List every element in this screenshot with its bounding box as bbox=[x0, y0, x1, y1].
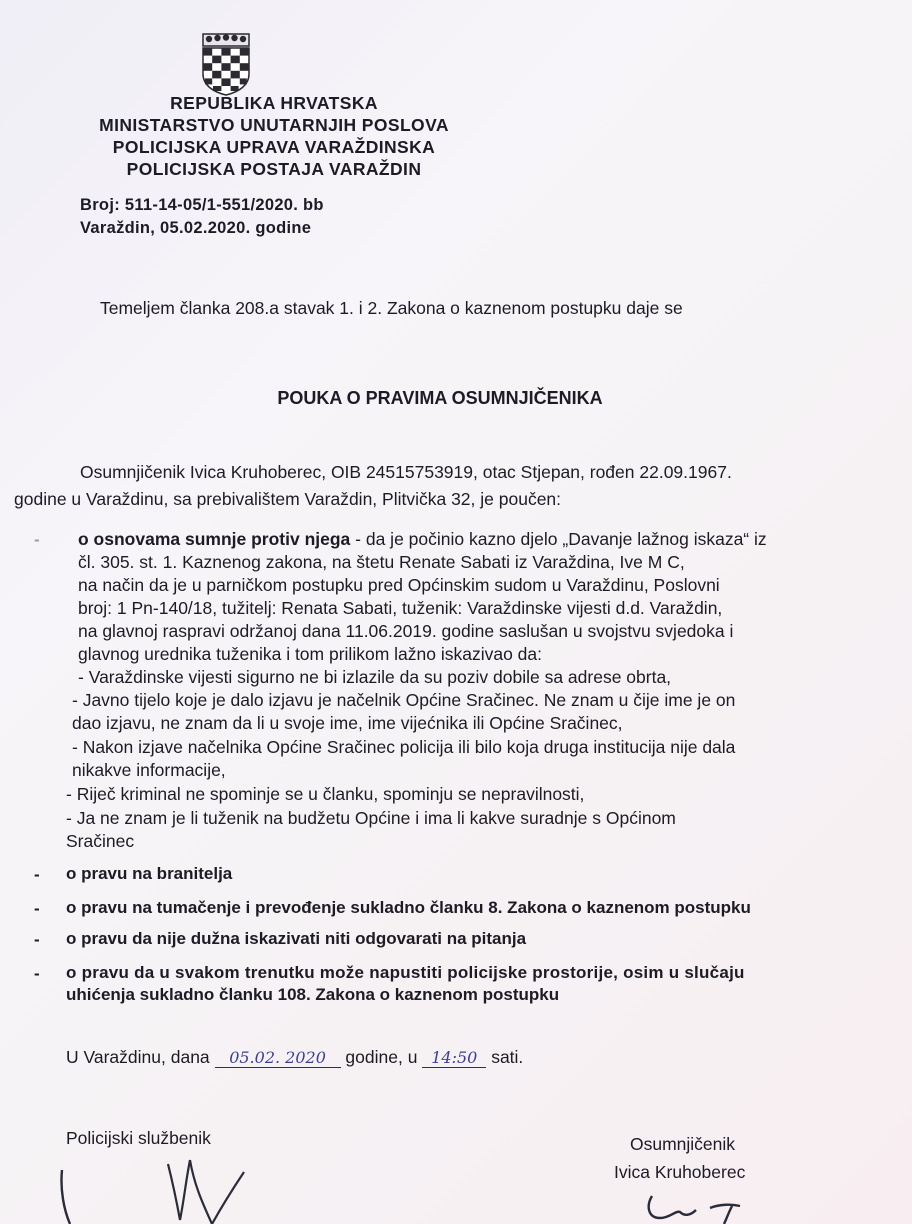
list-dash: - bbox=[34, 930, 40, 949]
list-dash: - bbox=[34, 899, 40, 918]
grounds-line: glavnog urednika tuženika i tom prilikom lažno iskazivao da: bbox=[78, 644, 542, 664]
header-police-station: POLICIJSKA POSTAJA VARAŽDIN bbox=[126, 159, 422, 179]
suspect-paragraph-line2: godine u Varaždinu, sa prebivalištem Varaždin, Plitvička 32, je poučen: bbox=[14, 489, 562, 509]
false-statement-item: - Riječ kriminal ne spominje se u članku, spominju se nepravilnosti, bbox=[66, 784, 585, 804]
document-date: Varaždin, 05.02.2020. godine bbox=[80, 219, 312, 237]
false-statement-item: dao izjavu, ne znam da li u svoje ime, ime vijećnika ili Općine Sračinec, bbox=[72, 713, 623, 733]
suspect-label: Osumnjičenik bbox=[630, 1134, 736, 1154]
header-ministry: MINISTARSTVO UNUTARNJIH POSLOVA bbox=[99, 115, 449, 135]
suspect-paragraph-line1: Osumnjičenik Ivica Kruhoberec, OIB 24515753919, otac Stjepan, rođen 22.09.1967. bbox=[80, 462, 732, 482]
false-statement-item: Sračinec bbox=[66, 831, 135, 851]
closing-middle: godine, u bbox=[345, 1047, 418, 1067]
grounds-item-line1 bbox=[78, 529, 767, 550]
closing-line bbox=[66, 1047, 523, 1068]
grounds-line-text: - da je počinio kazno djelo „Davanje lažnog iskaza“ iz bbox=[350, 529, 767, 549]
false-statement-item: - Javno tijelo koje je dalo izjavu je načelnik Općine Sračinec. Ne znam u čije ime je on bbox=[72, 690, 736, 710]
handwritten-time: 14:50 bbox=[422, 1048, 486, 1068]
suspect-name: Ivica Kruhoberec bbox=[614, 1162, 746, 1182]
grounds-line: na glavnoj raspravi održanoj dana 11.06.2019. godine saslušan u svojstvu svjedoka i bbox=[78, 621, 734, 641]
handwritten-date: 05.02. 2020 bbox=[215, 1048, 341, 1068]
closing-suffix: sati. bbox=[491, 1047, 524, 1067]
grounds-line: čl. 305. st. 1. Kaznenog zakona, na štetu Renate Sabati iz Varaždina, Ive M C, bbox=[78, 552, 685, 572]
right-to-leave-line1: o pravu da u svakom trenutku može napustiti policijske prostorije, osim u slučaju bbox=[66, 963, 745, 982]
false-statement-item: - Nakon izjave načelnika Općine Sračinec policija ili bilo koja druga institucija nije dala bbox=[72, 737, 736, 757]
right-to-silence: o pravu da nije dužna iskazivati niti odgovarati na pitanja bbox=[66, 929, 527, 948]
coat-of-arms-icon bbox=[200, 32, 252, 96]
document-title: POUKA O PRAVIMA OSUMNJIČENIKA bbox=[277, 388, 603, 408]
closing-prefix: U Varaždinu, dana bbox=[66, 1047, 210, 1067]
list-dash: - bbox=[34, 865, 40, 884]
intro-text: Temeljem članka 208.a stavak 1. i 2. Zakona o kaznenom postupku daje se bbox=[100, 298, 683, 318]
list-dash: - bbox=[34, 530, 40, 549]
officer-label: Policijski službenik bbox=[66, 1128, 211, 1148]
grounds-line: na način da je u parničkom postupku pred Općinskim sudom u Varaždinu, Poslovni bbox=[78, 575, 720, 595]
false-statement-item: - Varaždinske vijesti sigurno ne bi izlazile da su poziv dobile sa adrese obrta, bbox=[78, 667, 672, 687]
grounds-bold-lead: o osnovama sumnje protiv njega bbox=[78, 529, 351, 549]
false-statement-item: nikakve informacije, bbox=[72, 760, 226, 780]
document-number: Broj: 511-14-05/1-551/2020. bb bbox=[80, 196, 324, 214]
right-to-interpretation: o pravu na tumačenje i prevođenje sukladno članku 8. Zakona o kaznenom postupku bbox=[66, 898, 751, 917]
list-dash: - bbox=[34, 964, 40, 983]
officer-signature-icon bbox=[52, 1150, 252, 1224]
false-statement-item: - Ja ne znam je li tuženik na budžetu Općine i ima li kakve suradnje s Općinom bbox=[66, 808, 676, 828]
grounds-line: broj: 1 Pn-140/18, tužitelj: Renata Sabati, tuženik: Varaždinske vijesti d.d. Varaždin, bbox=[78, 598, 723, 618]
right-to-leave-line2: uhićenja sukladno članku 108. Zakona o kaznenom postupku bbox=[66, 985, 560, 1004]
suspect-signature-icon bbox=[640, 1190, 770, 1224]
right-to-counsel: o pravu na branitelja bbox=[66, 864, 233, 883]
header-police-administration: POLICIJSKA UPRAVA VARAŽDINSKA bbox=[112, 137, 436, 157]
header-republic: REPUBLIKA HRVATSKA bbox=[170, 93, 378, 113]
